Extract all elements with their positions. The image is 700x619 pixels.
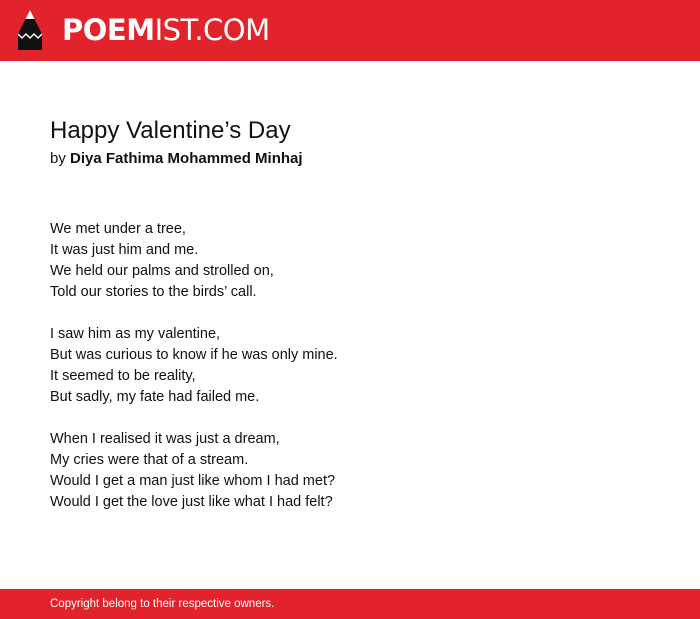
- poem-line: We held our palms and strolled on,: [50, 263, 274, 279]
- poem-line: But sadly, my fate had failed me.: [50, 389, 260, 405]
- site-logo[interactable]: [62, 13, 270, 47]
- logo-text-light: IST.COM: [154, 13, 270, 47]
- poem-line: My cries were that of a stream.: [50, 452, 249, 468]
- poem-line: I saw him as my valentine,: [50, 326, 221, 342]
- logo-text-bold: POEM: [62, 13, 155, 47]
- poem-line: When I realised it was just a dream,: [50, 431, 280, 447]
- poem-line: We met under a tree,: [50, 221, 186, 237]
- byline: [50, 149, 303, 169]
- site-footer: [0, 589, 700, 619]
- author-name: Diya Fathima Mohammed Minhaj: [70, 150, 303, 167]
- poem-line: But was curious to know if he was only mine.: [50, 347, 338, 363]
- pencil-icon: [18, 10, 42, 50]
- copyright-notice: Copyright belong to their respective owners.: [50, 598, 275, 610]
- stanza: [50, 324, 650, 408]
- poem-line: Would I get a man just like whom I had met?: [50, 473, 336, 489]
- site-header: [0, 0, 700, 61]
- stanza: [50, 219, 650, 303]
- poem-line: It seemed to be reality,: [50, 368, 196, 384]
- poem-title: Happy Valentine’s Day: [50, 117, 291, 144]
- poem-line: Told our stories to the birds’ call.: [50, 284, 257, 300]
- poem-body: [50, 219, 650, 534]
- by-label: by: [50, 150, 66, 167]
- poem-line: It was just him and me.: [50, 242, 199, 258]
- stanza: [50, 429, 650, 513]
- poem-line: Would I get the love just like what I had felt?: [50, 494, 333, 510]
